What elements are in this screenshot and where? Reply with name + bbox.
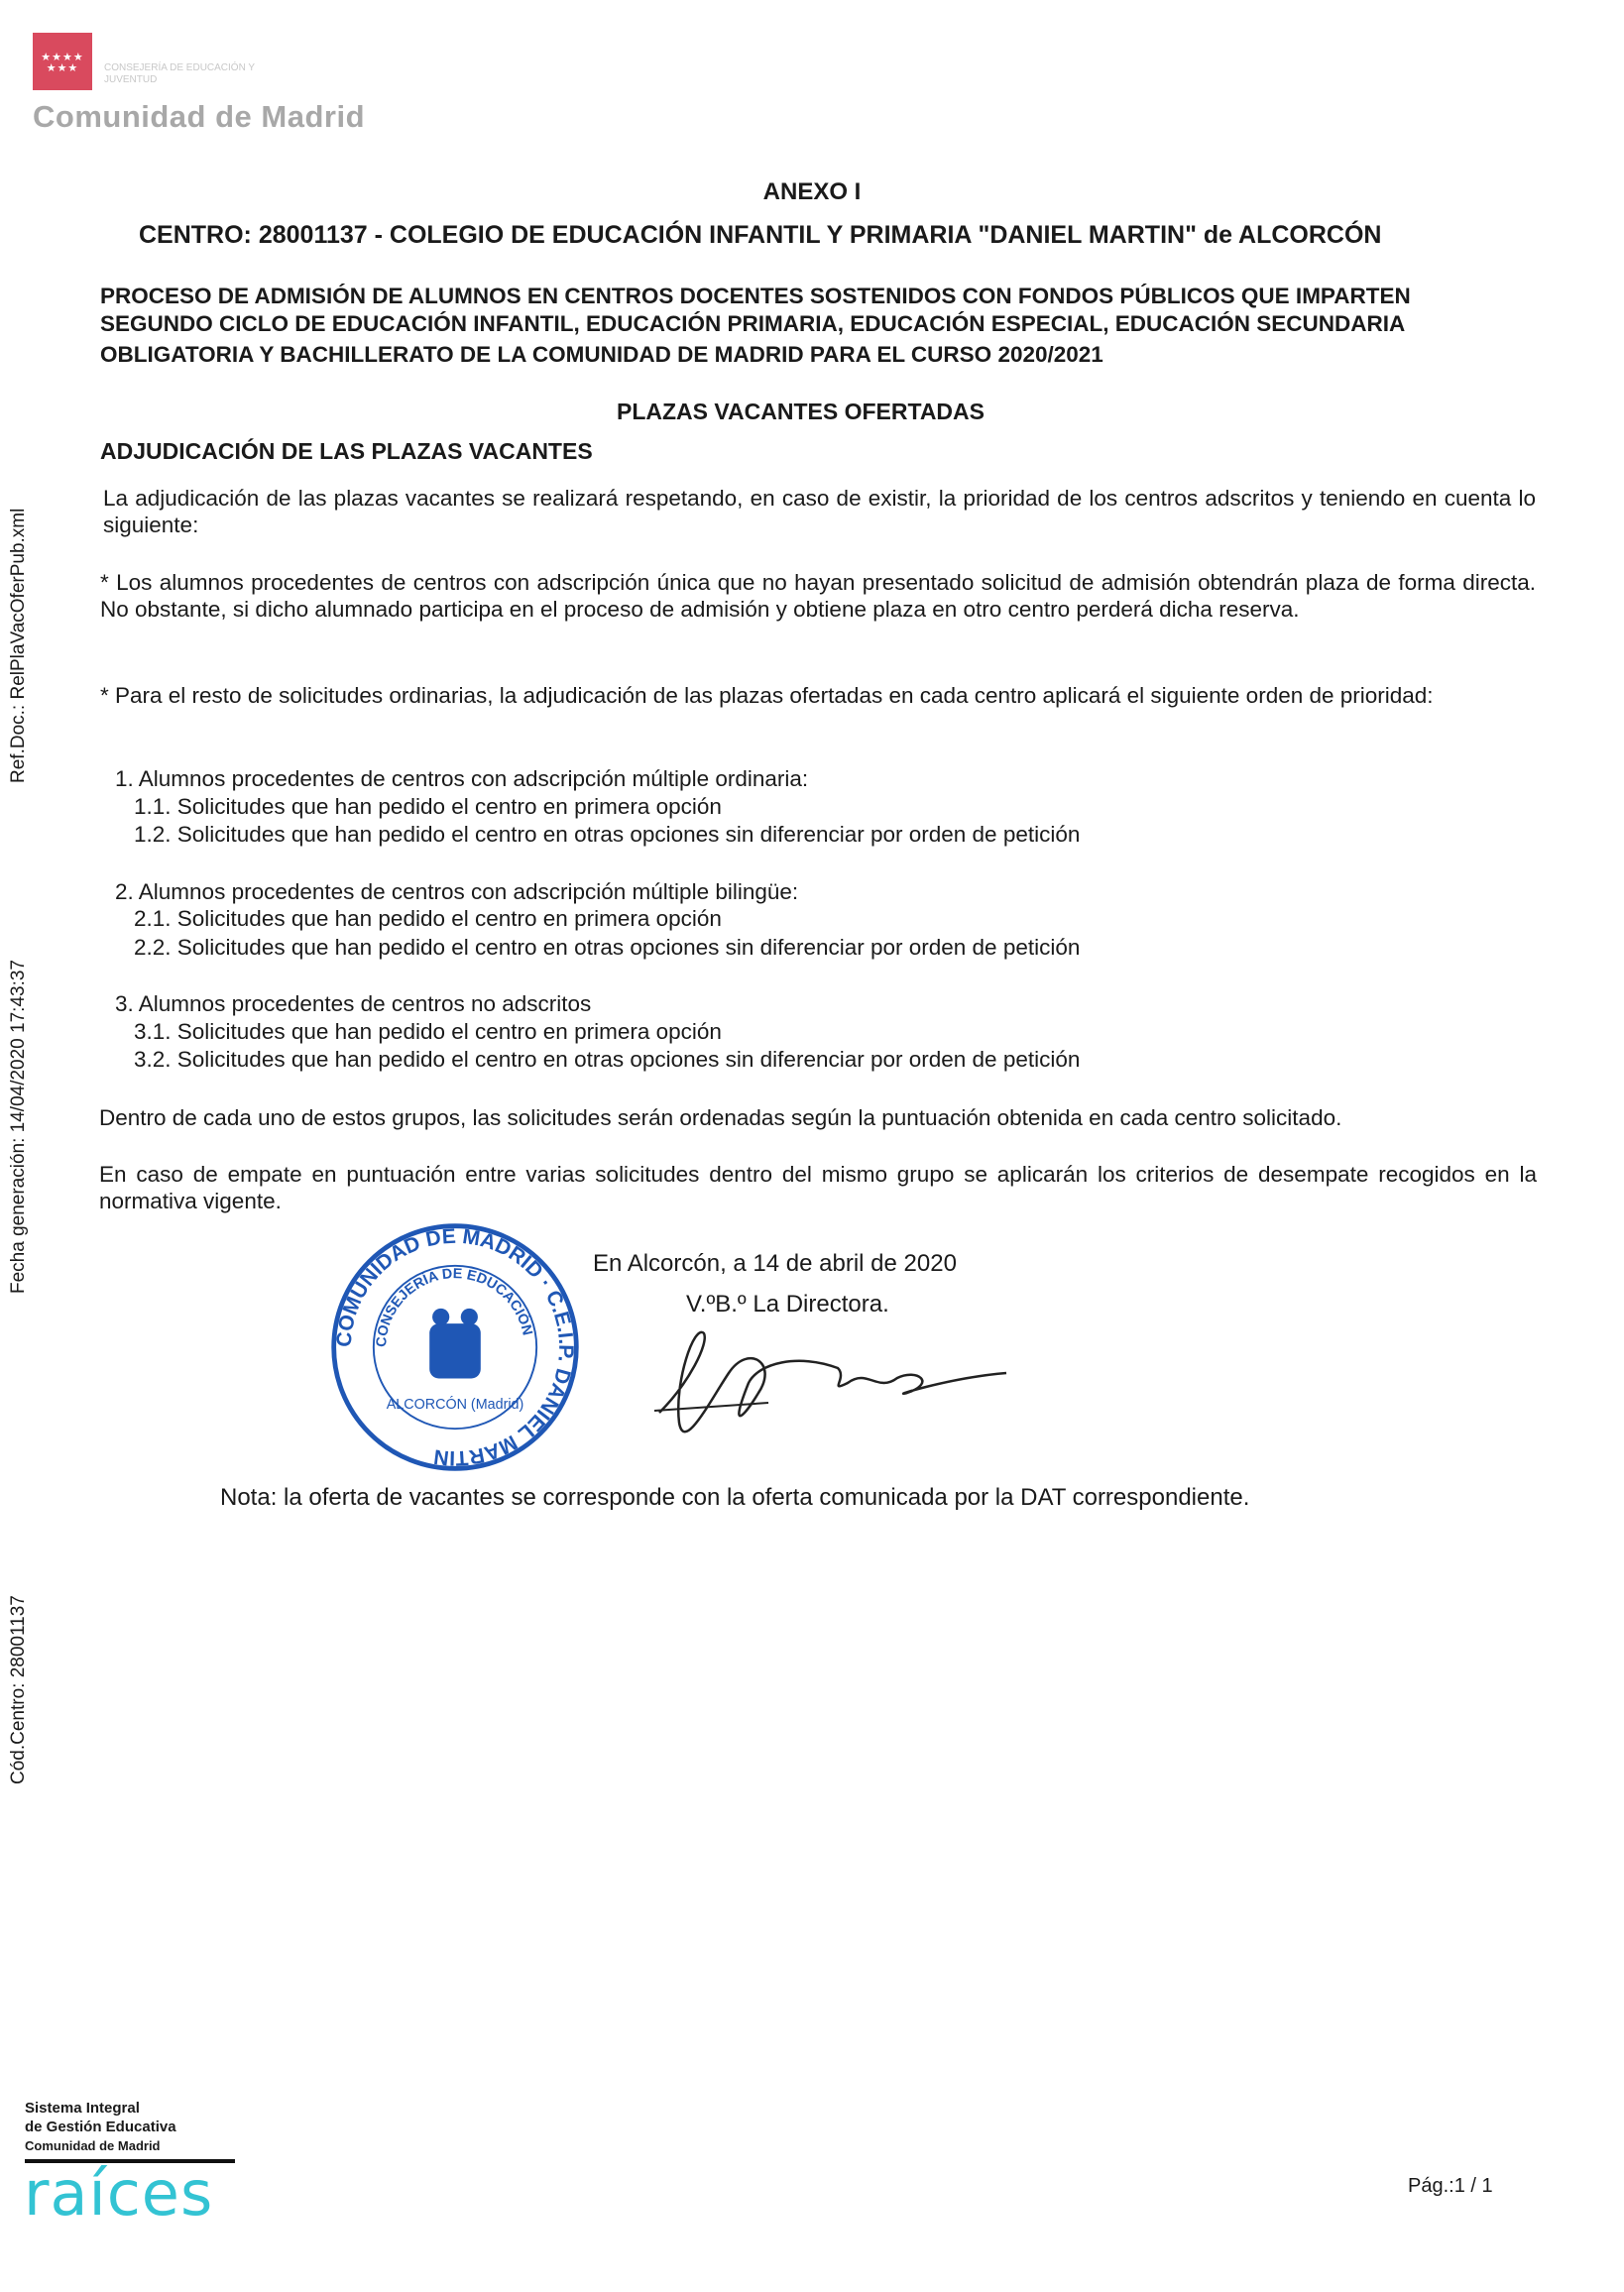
ref-doc: Ref.Doc.: RelPlaVacOferPub.xml	[8, 508, 29, 783]
group-3-title: 3. Alumnos procedentes de centros no adscritos	[115, 991, 592, 1016]
paragraph-groups: Dentro de cada uno de estos grupos, las solicitudes serán ordenadas según la puntuación obtenida en cada centro solicitado.	[99, 1105, 1342, 1130]
page-number: Pág.:1 / 1	[1408, 2175, 1493, 2197]
group-1-a: 1.1. Solicitudes que han pedido el centro en primera opción	[134, 794, 722, 819]
coat-of-arms-icon	[429, 1309, 481, 1379]
centre-title: CENTRO: 28001137 - COLEGIO DE EDUCACIÓN INFANTIL Y PRIMARIA "DANIEL MARTIN" de ALCORCÓN	[139, 221, 1382, 249]
section-title: ADJUDICACIÓN DE LAS PLAZAS VACANTES	[100, 438, 593, 464]
logo-name: Comunidad de Madrid	[33, 99, 365, 134]
place-date: En Alcorcón, a 14 de abril de 2020	[593, 1250, 957, 1277]
raices-logo: raíces	[24, 2157, 214, 2230]
annex-title: ANEXO I	[762, 178, 862, 205]
comunidad-madrid-flag-logo	[33, 33, 92, 90]
raices-system-label	[25, 2099, 176, 2155]
group-2-title: 2. Alumnos procedentes de centros con adscripción múltiple bilingüe:	[115, 879, 799, 904]
stamp-town: ALCORCÓN (Madrid)	[386, 1397, 524, 1414]
bullet-unique-assignment: * Los alumnos procedentes de centros con adscripción única que no hayan presentado solicitud de admisión obtendrán plaza de forma directa. No obstante, si dicho alumnado participa en el proceso de admisión y obtiene plaza en otro centro perderá dicha reserva.	[100, 570, 1536, 622]
bullet-ordinary-requests: * Para el resto de solicitudes ordinarias, la adjudicación de las plazas ofertadas en cada centro aplicará el siguiente orden de prioridad:	[100, 683, 1434, 708]
process-line-1: PROCESO DE ADMISIÓN DE ALUMNOS EN CENTROS DOCENTES SOSTENIDOS CON FONDOS PÚBLICOS QUE IMPARTEN	[100, 284, 1411, 308]
paragraph-tiebreak: En caso de empate en puntuación entre varias solicitudes dentro del mismo grupo se aplicarán los criterios de desempate recogidos en la normativa vigente.	[99, 1162, 1537, 1213]
director-signature	[649, 1323, 1016, 1452]
process-line-3: OBLIGATORIA Y BACHILLERATO DE LA COMUNIDAD DE MADRID PARA EL CURSO 2020/2021	[100, 342, 1103, 367]
signer-title: V.ºB.º La Directora.	[686, 1291, 889, 1318]
group-2-b: 2.2. Solicitudes que han pedido el centro en otras opciones sin diferenciar por orden de petición	[134, 935, 1081, 960]
note: Nota: la oferta de vacantes se corresponde con la oferta comunicada por la DAT correspondiente.	[220, 1484, 1250, 1511]
group-3-b: 3.2. Solicitudes que han pedido el centro en otras opciones sin diferenciar por orden de petición	[134, 1047, 1081, 1072]
group-1-b: 1.2. Solicitudes que han pedido el centro en otras opciones sin diferenciar por orden de petición	[134, 822, 1081, 847]
group-2-a: 2.1. Solicitudes que han pedido el centro en primera opción	[134, 906, 722, 931]
stamp-inner-text: CONSEJERÍA DE EDUCACIÓN	[374, 1266, 535, 1348]
process-line-2: SEGUNDO CICLO DE EDUCACIÓN INFANTIL, EDUCACIÓN PRIMARIA, EDUCACIÓN ESPECIAL, EDUCACIÓN SECUNDARIA	[100, 311, 1406, 336]
group-3-a: 3.1. Solicitudes que han pedido el centro en primera opción	[134, 1019, 722, 1044]
centre-code: Cód.Centro: 28001137	[8, 1595, 29, 1784]
stars-icon: ★★★★ ★★★	[41, 52, 84, 74]
system-line-2: de Gestión Educativa	[25, 2119, 176, 2135]
system-line-3: Comunidad de Madrid	[25, 2138, 161, 2153]
paragraph-intro: La adjudicación de las plazas vacantes se realizará respetando, en caso de existir, la prioridad de los centros adscritos y teniendo en cuenta lo siguiente:	[103, 486, 1536, 537]
logo-department: CONSEJERÍA DE EDUCACIÓN Y JUVENTUD	[104, 62, 255, 85]
subtitle: PLAZAS VACANTES OFERTADAS	[617, 399, 985, 424]
generation-date: Fecha generación: 14/04/2020 17:43:37	[8, 960, 29, 1294]
stamp-outer-text: COMUNIDAD DE MADRID · C.E.I.P. DANIEL MARTIN	[332, 1224, 578, 1470]
official-stamp	[327, 1219, 583, 1475]
system-line-1: Sistema Integral	[25, 2100, 140, 2117]
group-1-title: 1. Alumnos procedentes de centros con adscripción múltiple ordinaria:	[115, 766, 809, 791]
